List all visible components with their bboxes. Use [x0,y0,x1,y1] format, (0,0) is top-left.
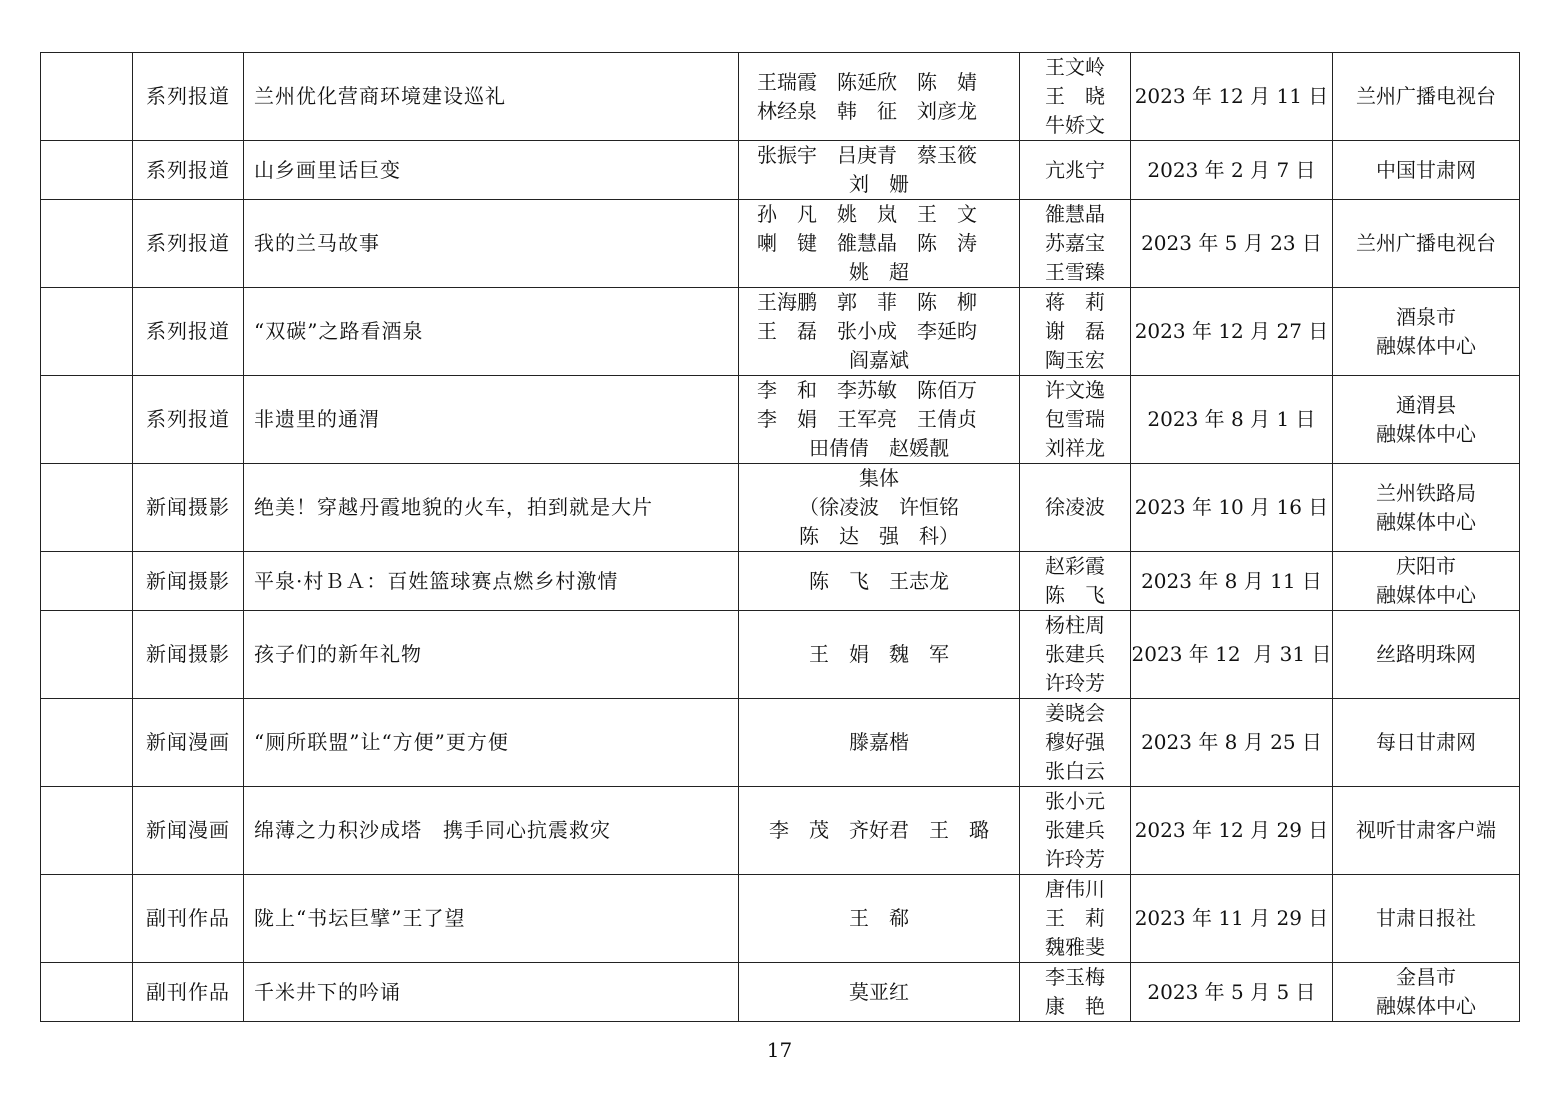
date-cell: 2023 年 8 月 25 日 [1131,699,1333,787]
editors-cell [1020,611,1131,699]
editor-line: 张建兵 [1045,818,1105,842]
author-line: 陈 飞 王志龙 [809,568,949,593]
date-cell: 2023 年 5 月 23 日 [1131,200,1333,288]
editor-line: 苏嘉宝 [1045,231,1105,255]
authors-cell [739,200,1020,288]
blank-cell [41,963,133,1022]
date-cell: 2023 年 10 月 16 日 [1131,464,1333,552]
editor-line: 王文岭 [1045,55,1105,79]
editor-line: 姜晓会 [1045,701,1105,725]
editor-line: 杨柱周 [1045,613,1105,637]
date-cell: 2023 年 11 月 29 日 [1131,875,1333,963]
editors-cell [1020,200,1131,288]
unit-cell [1333,875,1520,963]
category-cell: 新闻摄影 [133,464,244,552]
editors-cell [1020,376,1131,464]
editor-line: 王 晓 [1045,84,1105,108]
editor-line: 李玉梅 [1045,965,1105,989]
editor-line: 康 艳 [1045,994,1105,1018]
blank-cell [41,288,133,376]
editor-line: 刘祥龙 [1045,436,1105,460]
unit-line: 甘肃日报社 [1376,906,1476,930]
unit-line: 庆阳市 [1396,554,1456,578]
page-number: 17 [766,1038,793,1062]
unit-line: 金昌市 [1396,965,1456,989]
author-line: 孙 凡 姚 岚 王 文 [757,202,977,226]
title-cell: 孩子们的新年礼物 [244,611,739,699]
blank-cell [41,787,133,875]
author-line: 李 和 李苏敏 陈佰万 [757,378,977,402]
editors-cell [1020,53,1131,141]
unit-line: 兰州广播电视台 [1356,84,1496,108]
blank-cell [41,875,133,963]
authors-cell [739,552,1020,611]
table-row [41,611,1520,699]
editor-line: 许玲芳 [1045,671,1105,695]
unit-cell [1333,787,1520,875]
unit-line: 融媒体中心 [1376,509,1476,534]
category-cell: 系列报道 [133,200,244,288]
editor-line: 许文逸 [1045,378,1105,402]
author-line: 王 磊 张小成 李延昀 [757,319,977,343]
editor-line: 牛娇文 [1045,113,1105,137]
category-cell: 副刊作品 [133,875,244,963]
unit-line: 融媒体中心 [1376,333,1476,358]
blank-cell [41,611,133,699]
editor-line: 张白云 [1045,759,1105,783]
author-line: 王海鹏 郭 菲 陈 柳 [757,290,977,314]
editor-line: 王雪臻 [1045,260,1105,284]
date-cell: 2023 年 5 月 5 日 [1131,963,1333,1022]
authors-cell [739,611,1020,699]
unit-cell [1333,611,1520,699]
editor-line: 徐凌波 [1045,495,1105,519]
blank-cell [41,464,133,552]
blank-cell [41,141,133,200]
title-cell: 陇上“书坛巨擘”王了望 [244,875,739,963]
unit-cell [1333,376,1520,464]
authors-cell [739,787,1020,875]
category-cell: 新闻摄影 [133,611,244,699]
unit-line: 丝路明珠网 [1376,642,1476,666]
unit-cell [1333,141,1520,200]
date-cell: 2023 年 8 月 1 日 [1131,376,1333,464]
editor-line: 魏雅斐 [1045,935,1105,959]
category-cell: 新闻摄影 [133,552,244,611]
editor-line: 张小元 [1045,789,1105,813]
title-cell: 兰州优化营商环境建设巡礼 [244,53,739,141]
category-cell: 副刊作品 [133,963,244,1022]
category-cell: 系列报道 [133,376,244,464]
title-cell: “厕所联盟”让“方便”更方便 [244,699,739,787]
editor-line: 雒慧晶 [1045,202,1105,226]
table-body [41,53,1520,1022]
table-row [41,464,1520,552]
unit-cell [1333,200,1520,288]
editor-line: 许玲芳 [1045,847,1105,871]
editor-line: 穆好强 [1045,730,1105,754]
unit-line: 融媒体中心 [1376,421,1476,446]
title-cell: 平泉·村ＢＡ：百姓篮球赛点燃乡村激情 [244,552,739,611]
title-cell: 绵薄之力积沙成塔 携手同心抗震救灾 [244,787,739,875]
blank-cell [41,699,133,787]
date-cell: 2023 年 2 月 7 日 [1131,141,1333,200]
editor-line: 亢兆宁 [1045,157,1105,182]
authors-cell [739,963,1020,1022]
editor-line: 谢 磊 [1045,319,1105,343]
editors-cell [1020,141,1131,200]
authors-cell [739,141,1020,200]
unit-line: 兰州广播电视台 [1356,231,1496,255]
title-cell: 千米井下的吟诵 [244,963,739,1022]
editors-cell [1020,464,1131,552]
authors-cell [739,53,1020,141]
date-cell: 2023 年 12 月 31 日 [1131,611,1333,699]
author-line: 田倩倩 赵媛靓 [809,436,949,460]
unit-cell [1333,552,1520,611]
unit-cell [1333,963,1520,1022]
table-row [41,699,1520,787]
table-row [41,376,1520,464]
unit-line: 融媒体中心 [1376,583,1476,607]
author-line: 李 茂 齐好君 王 璐 [769,818,989,842]
author-line: 李 娟 王军亮 王倩贞 [757,407,977,431]
authors-cell [739,875,1020,963]
unit-line: 酒泉市 [1396,304,1456,329]
author-line: 阎嘉斌 [849,348,909,372]
author-line: 集体 [859,466,899,490]
unit-line: 兰州铁路局 [1376,480,1476,505]
editor-line: 唐伟川 [1045,877,1105,901]
table-row [41,141,1520,200]
editor-line: 陶玉宏 [1045,348,1105,372]
table-row [41,200,1520,288]
unit-line: 视听甘肃客户端 [1356,818,1496,842]
date-cell: 2023 年 12 月 29 日 [1131,787,1333,875]
category-cell: 系列报道 [133,141,244,200]
author-line: 王 郗 [849,906,909,930]
author-line: 喇 键 雒慧晶 陈 涛 [757,231,977,255]
date-cell: 2023 年 12 月 11 日 [1131,53,1333,141]
category-cell: 新闻漫画 [133,787,244,875]
unit-line: 融媒体中心 [1376,994,1476,1018]
editors-cell [1020,699,1131,787]
editors-cell [1020,552,1131,611]
authors-cell [739,288,1020,376]
table-row [41,288,1520,376]
table-row [41,552,1520,611]
unit-cell [1333,464,1520,552]
blank-cell [41,376,133,464]
title-cell: 我的兰马故事 [244,200,739,288]
authors-cell [739,464,1020,552]
authors-cell [739,376,1020,464]
author-line: 林经泉 韩 征 刘彦龙 [757,98,977,123]
editor-line: 赵彩霞 [1045,554,1105,578]
title-cell: 绝美！穿越丹霞地貌的火车，拍到就是大片 [244,464,739,552]
editors-cell [1020,787,1131,875]
editors-cell [1020,963,1131,1022]
author-line: 陈 达 强 科） [799,524,959,548]
title-cell: 非遗里的通渭 [244,376,739,464]
unit-cell [1333,699,1520,787]
author-line: 滕嘉楷 [849,730,909,754]
category-cell: 新闻漫画 [133,699,244,787]
author-line: 王 娟 魏 军 [809,642,949,666]
date-cell: 2023 年 8 月 11 日 [1131,552,1333,611]
table-row [41,963,1520,1022]
unit-line: 每日甘肃网 [1376,730,1476,754]
unit-line: 中国甘肃网 [1376,157,1476,182]
authors-cell [739,699,1020,787]
editor-line: 陈 飞 [1045,583,1105,607]
category-cell: 系列报道 [133,288,244,376]
blank-cell [41,200,133,288]
table-row [41,875,1520,963]
title-cell: 山乡画里话巨变 [244,141,739,200]
title-cell: “双碳”之路看酒泉 [244,288,739,376]
category-cell: 系列报道 [133,53,244,141]
table-row [41,787,1520,875]
editor-line: 王 莉 [1045,906,1105,930]
unit-line: 通渭县 [1396,392,1456,417]
author-line: 刘 姗 [849,172,909,196]
unit-cell [1333,288,1520,376]
date-cell: 2023 年 12 月 27 日 [1131,288,1333,376]
editor-line: 蒋 莉 [1045,290,1105,314]
blank-cell [41,53,133,141]
editor-line: 张建兵 [1045,642,1105,666]
editors-cell [1020,875,1131,963]
award-table [40,52,1520,1022]
author-line: （徐凌波 许恒铭 [799,495,959,519]
author-line: 姚 超 [849,260,909,284]
editors-cell [1020,288,1131,376]
blank-cell [41,552,133,611]
unit-cell [1333,53,1520,141]
author-line: 王瑞霞 陈延欣 陈 婧 [757,69,977,94]
table-row [41,53,1520,141]
author-line: 莫亚红 [849,979,909,1004]
author-line: 张振宇 吕庚青 蔡玉筱 [757,143,977,167]
editor-line: 包雪瑞 [1045,407,1105,431]
